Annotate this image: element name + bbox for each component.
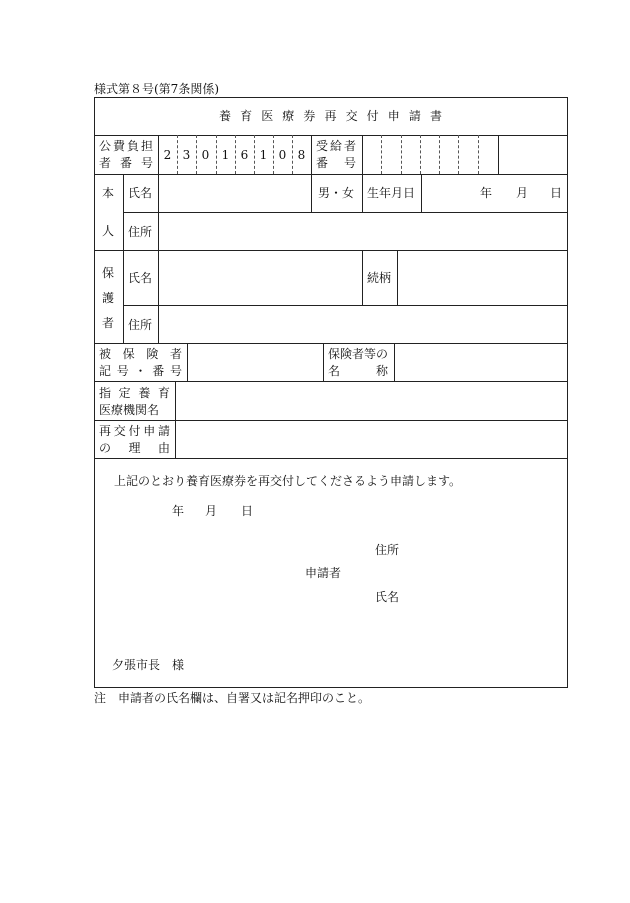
applicant-label: 申請者: [305, 566, 342, 580]
birth-month-label: 月: [516, 186, 529, 200]
self-name-label: 氏名: [128, 186, 153, 200]
digit-cell: 2: [163, 148, 172, 162]
guardian-label-3: 者: [102, 316, 115, 330]
guardian-name-label: 氏名: [128, 271, 153, 285]
application-month-label: 月: [205, 504, 218, 518]
application-year-label: 年: [172, 504, 185, 518]
facility-field[interactable]: [176, 382, 567, 419]
self-label-top: 本: [102, 186, 115, 200]
digit-cell: 1: [259, 148, 268, 162]
footnote: 注 申請者の氏名欄は、自署又は記名押印のこと。: [94, 691, 371, 705]
form-number: 様式第８号(第7条関係): [94, 82, 219, 96]
applicant-name-label: 氏名: [375, 590, 400, 604]
digit-cell: 1: [221, 148, 230, 162]
digit-cell: 0: [278, 148, 287, 162]
self-name-field[interactable]: [159, 175, 310, 211]
digit-cell: 0: [201, 148, 210, 162]
guardian-address-field[interactable]: [159, 306, 567, 342]
application-statement: 上記のとおり養育医療券を再交付してくださるよう申請します。: [114, 474, 462, 488]
birth-year-label: 年: [480, 186, 493, 200]
addressee: 夕張市長 様: [112, 658, 185, 672]
guardian-name-field[interactable]: [159, 251, 361, 304]
insured-number-field[interactable]: [188, 344, 322, 380]
birth-day-label: 日: [550, 186, 563, 200]
self-label-bottom: 人: [102, 224, 115, 238]
digit-cell: 6: [240, 148, 249, 162]
birthdate-label: 生年月日: [367, 186, 416, 200]
recipient-number-field[interactable]: [363, 136, 567, 173]
gender-selector[interactable]: 男・女: [318, 186, 355, 200]
guardian-label-1: 保: [102, 266, 115, 280]
form-title: 養 育 医 療 券 再 交 付 申 請 書: [219, 109, 442, 123]
guardian-address-label: 住所: [128, 318, 153, 332]
applicant-address-label: 住所: [375, 543, 400, 557]
digit-cell: 3: [182, 148, 191, 162]
reason-field[interactable]: [176, 421, 567, 457]
digit-cell: 8: [297, 148, 306, 162]
application-day-label: 日: [241, 504, 254, 518]
relation-field[interactable]: [398, 251, 567, 304]
guardian-label-2: 護: [102, 291, 115, 305]
self-address-label: 住所: [128, 225, 153, 239]
self-address-field[interactable]: [159, 213, 567, 249]
birthdate-field[interactable]: [422, 175, 567, 211]
relation-label: 続柄: [367, 271, 392, 285]
insurer-name-field[interactable]: [395, 344, 567, 380]
